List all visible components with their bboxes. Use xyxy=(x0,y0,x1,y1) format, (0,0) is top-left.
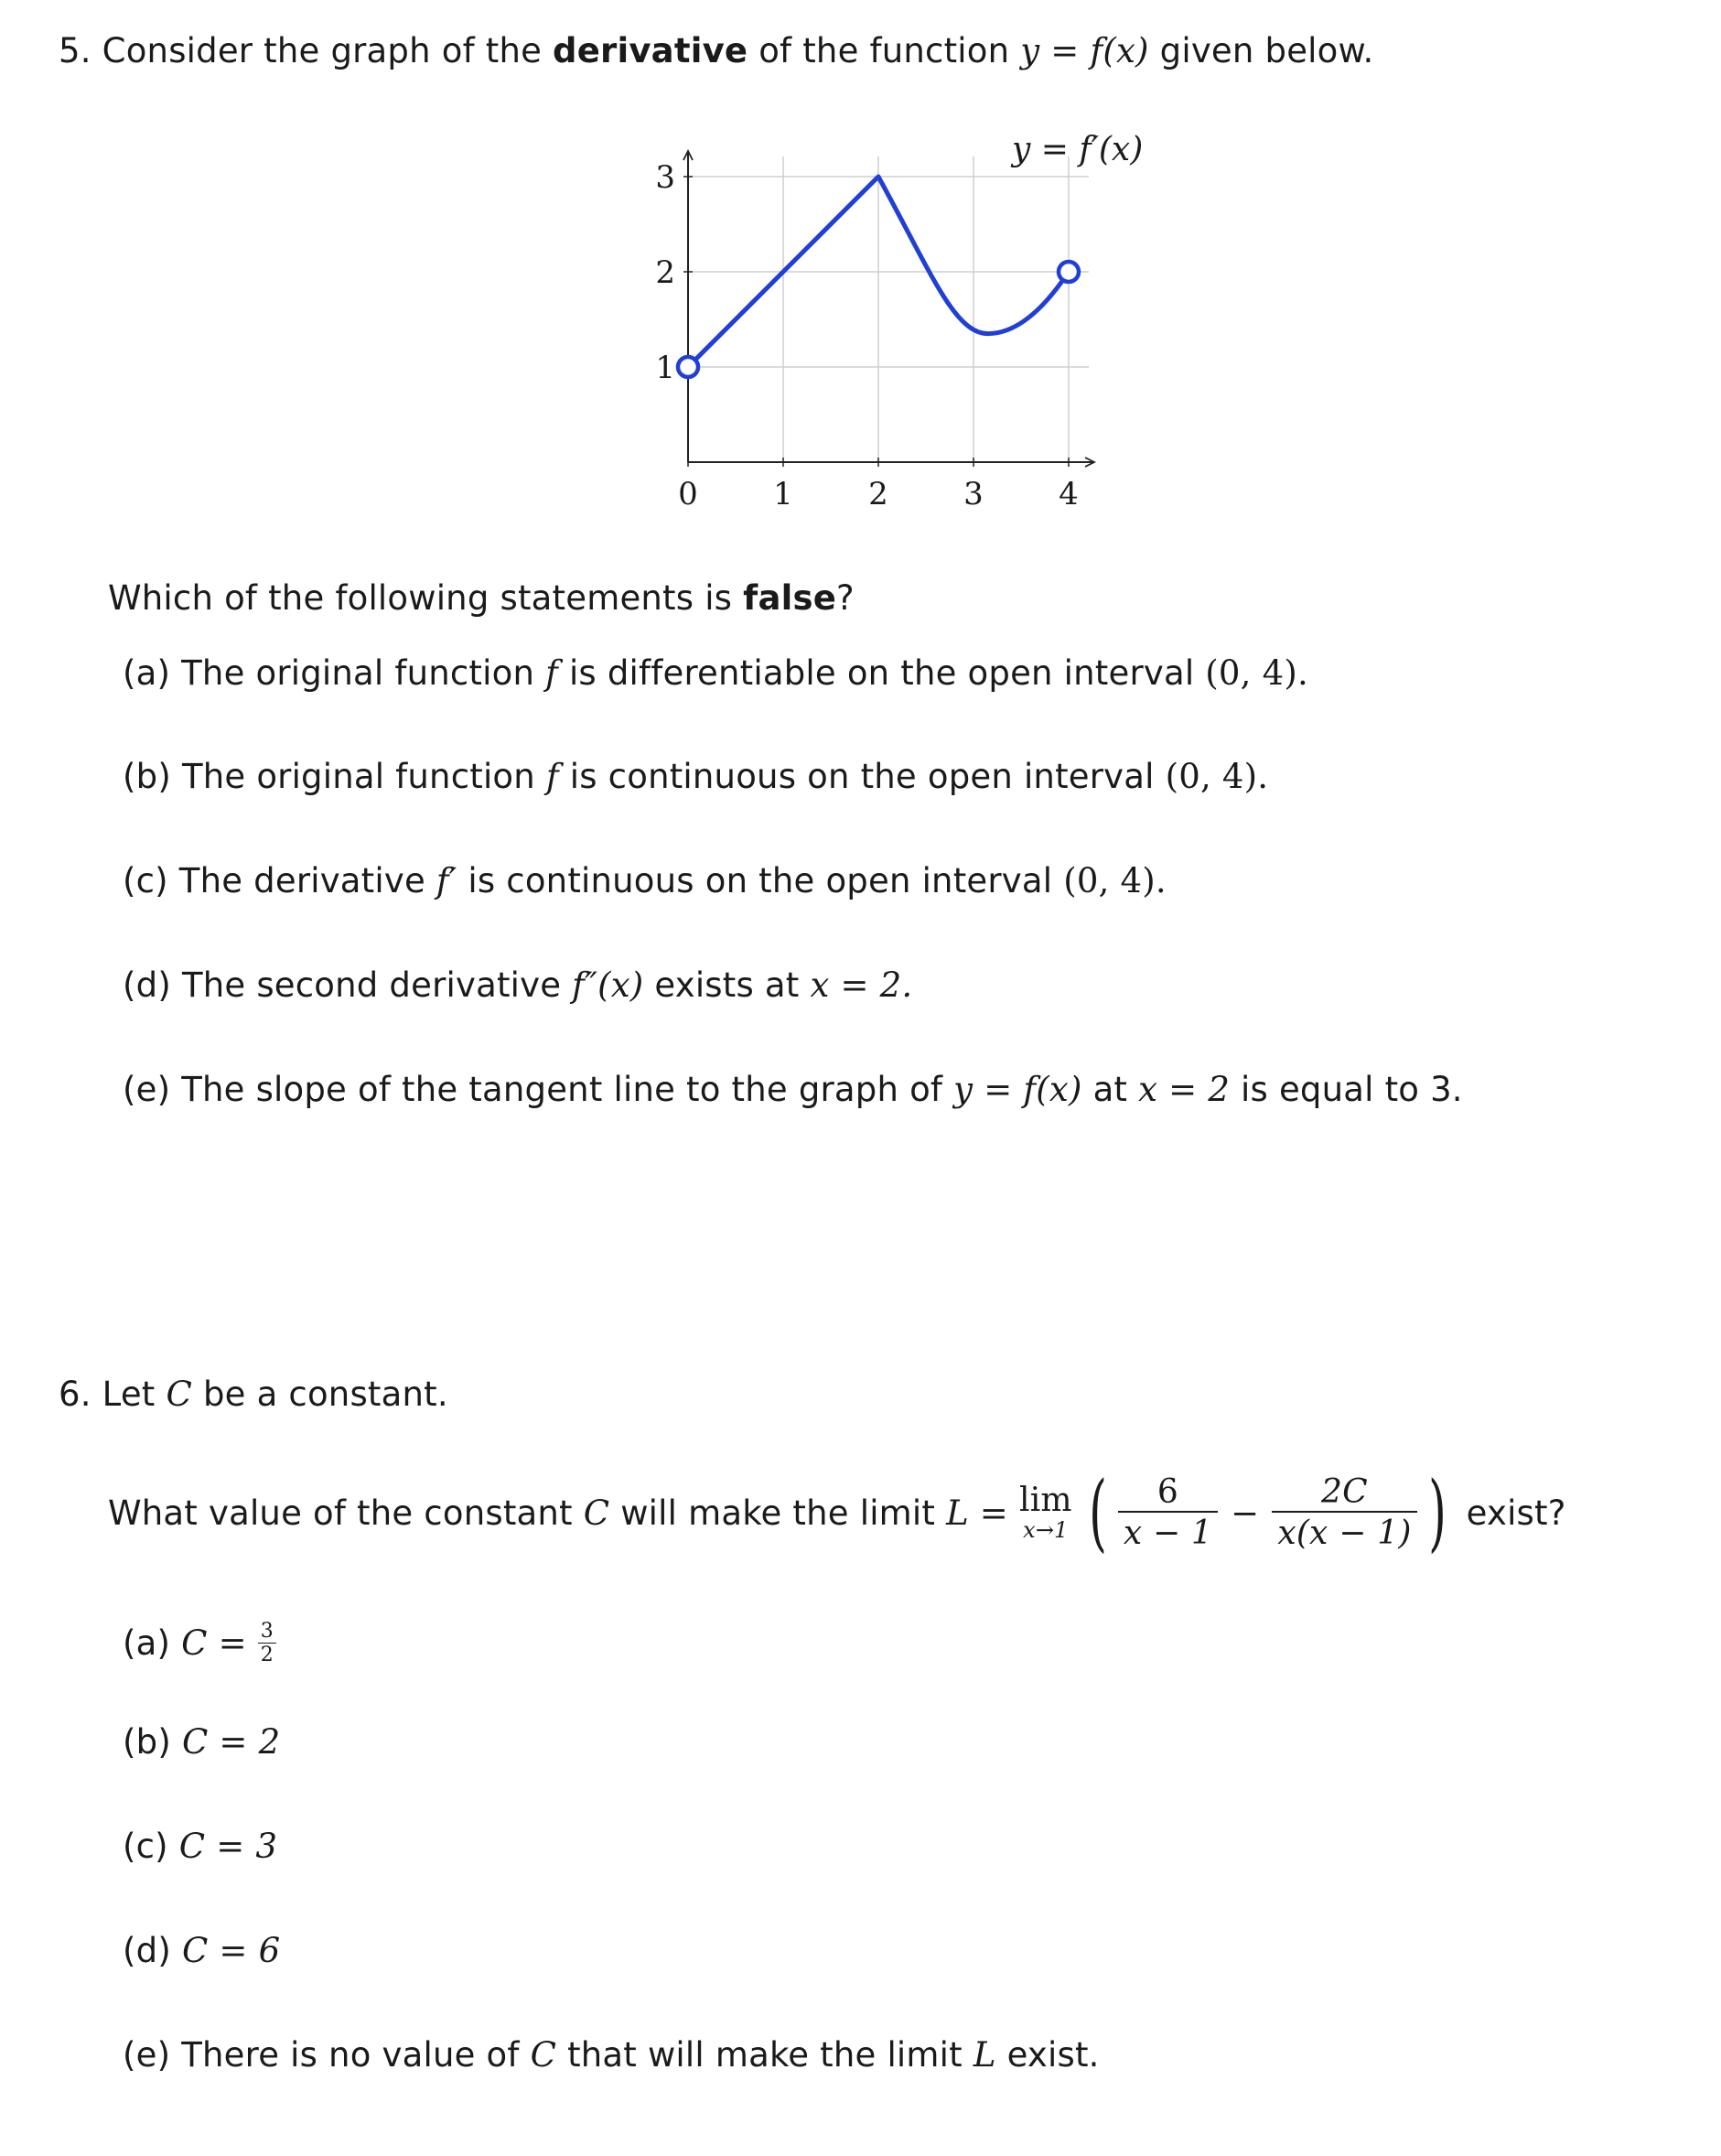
curve-label: y = f′(x) xyxy=(1012,131,1144,168)
q5-option-a[interactable]: (a) The original function f is differentiable on the open interval (0, 4). xyxy=(123,653,1308,693)
fraction-2: $\frac{2C}{x(x - 1)}$ xyxy=(1272,1473,1416,1552)
x-tick-label-1: 1 xyxy=(773,476,793,512)
q6-option-c[interactable]: (c) C = 3 xyxy=(123,1827,278,1866)
q6-option-a[interactable]: (a) C = $\frac{3}{2}$ xyxy=(123,1620,276,1666)
q6-number: 6. xyxy=(59,1374,91,1414)
right-paren: ) xyxy=(1427,1463,1447,1561)
y-tick-label-2: 2 xyxy=(655,254,675,291)
y-tick-label-3: 3 xyxy=(655,159,675,196)
q6-intro: 6. Let C be a constant. xyxy=(59,1374,448,1414)
q5-number: 5. xyxy=(59,31,91,70)
x-tick-label-4: 4 xyxy=(1059,476,1079,512)
q5-option-b[interactable]: (b) The original function f is continuous on the open interval (0, 4). xyxy=(123,757,1269,796)
q6-option-e[interactable]: (e) There is no value of C that will make the limit L exist. xyxy=(123,2035,1100,2075)
q5-derivative-bold: derivative xyxy=(553,31,748,70)
x-tick-label-0: 0 xyxy=(678,476,698,512)
fraction-three-halves: $\frac{3}{2}$ xyxy=(258,1620,276,1666)
derivative-graph xyxy=(640,128,1208,531)
left-paren: ( xyxy=(1088,1463,1107,1561)
q5-option-d[interactable]: (d) The second derivative f″(x) exists at x = 2. xyxy=(123,965,913,1005)
fraction-1: $\frac{6}{x - 1}$ xyxy=(1118,1473,1218,1552)
q6-option-d[interactable]: (d) C = 6 xyxy=(123,1931,281,1970)
q5-false-bold: false xyxy=(743,578,837,618)
open-endpoint-0 xyxy=(678,357,698,377)
y-tick-label-1: 1 xyxy=(655,350,675,386)
x-tick-label-2: 2 xyxy=(868,476,888,512)
open-endpoint-1 xyxy=(1059,262,1079,282)
q5-question: Which of the following statements is false? xyxy=(108,578,855,618)
limit-operator: lim x→1 xyxy=(1018,1482,1072,1543)
q6-question: What value of the constant C will make the limit L = lim x→1 ( $\frac{6}{x - 1}$ − $\frac{2C}{x(x - 1)}$ ) exist? xyxy=(108,1463,1566,1561)
x-tick-label-3: 3 xyxy=(963,476,984,512)
q5-option-c[interactable]: (c) The derivative f′ is continuous on the open interval (0, 4). xyxy=(123,861,1167,900)
q5-intro: 5. Consider the graph of the derivative of the function y = f(x) given below. xyxy=(59,31,1374,70)
q6-option-b[interactable]: (b) C = 2 xyxy=(123,1722,281,1762)
q5-option-e[interactable]: (e) The slope of the tangent line to the graph of y = f(x) at x = 2 is equal to 3. xyxy=(123,1070,1463,1109)
